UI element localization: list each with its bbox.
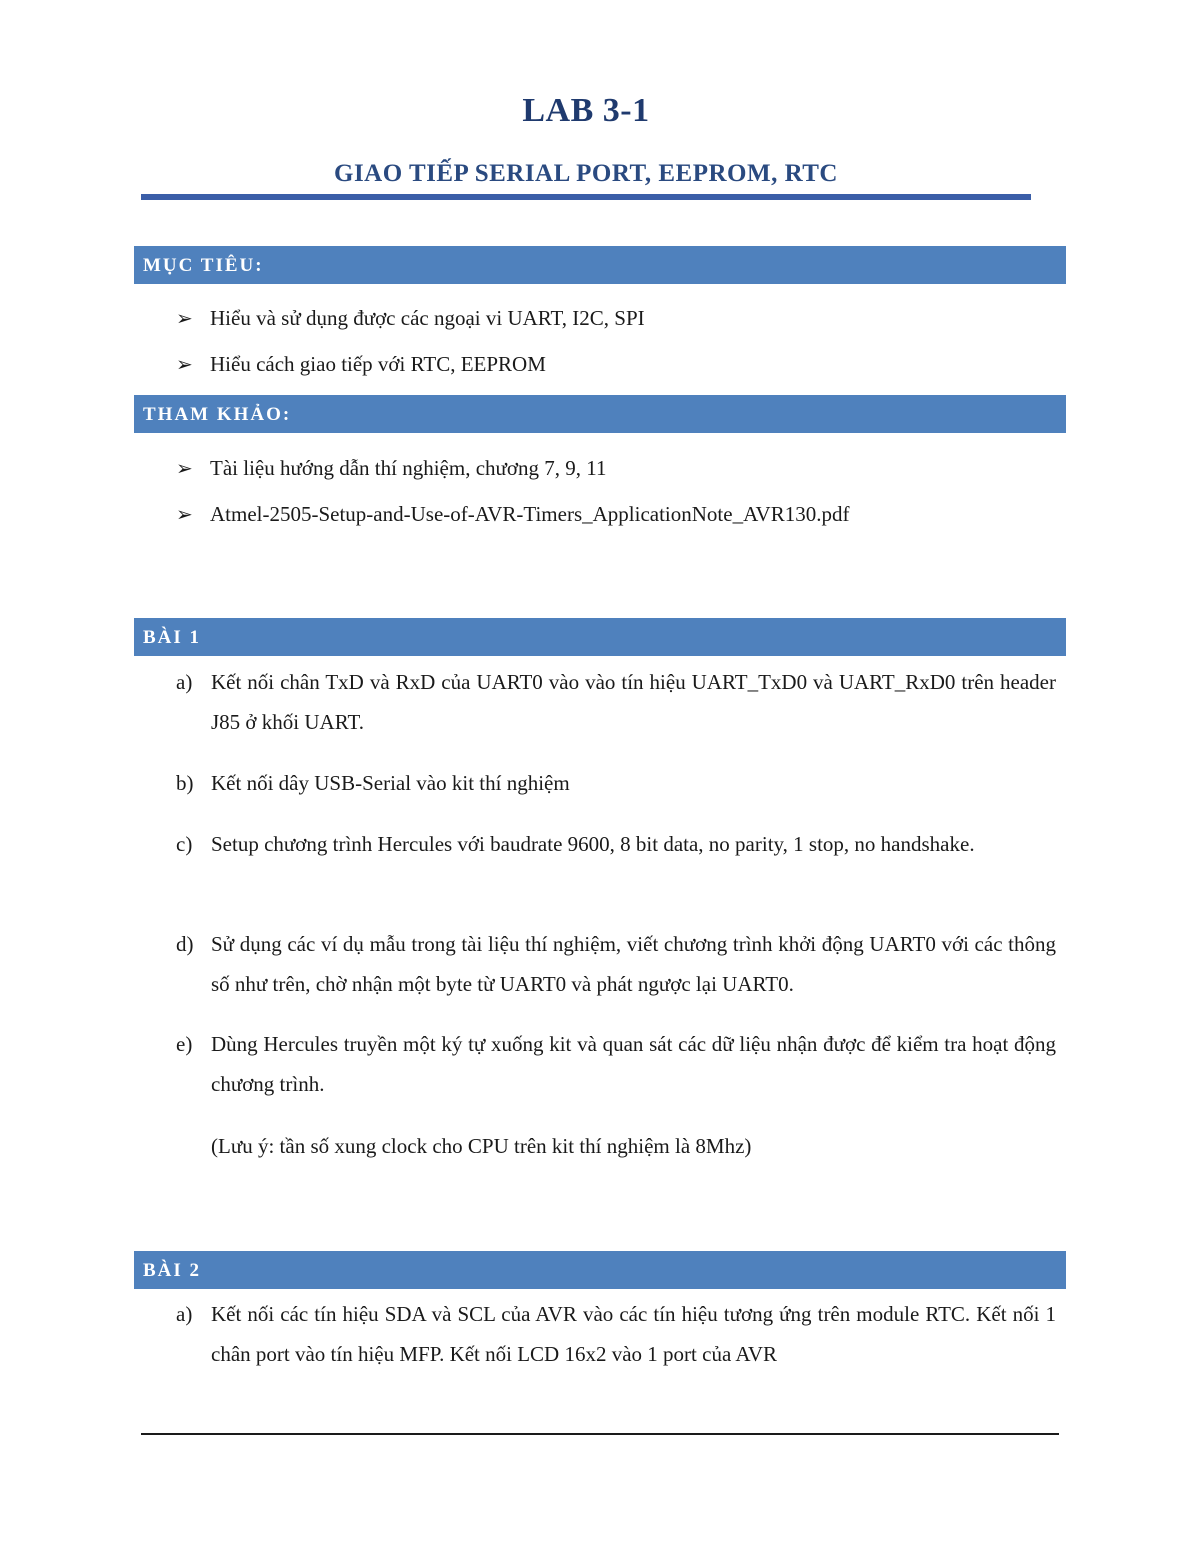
section-heading-bai-2: BÀI 2: [134, 1251, 1066, 1289]
item-text: Kết nối các tín hiệu SDA và SCL của AVR vào các tín hiệu tương ứng trên module RTC. Kết nối 1 chân port vào tín hiệu MFP. Kết nối LCD 16x2 vào 1 port của AVR: [211, 1302, 1056, 1366]
exercise-item: [176, 924, 1056, 1004]
list-item: ➢ Hiểu và sử dụng được các ngoại vi UART, I2C, SPI: [176, 306, 645, 330]
note-text: (Lưu ý: tần số xung clock cho CPU trên kit thí nghiệm là 8Mhz): [211, 1134, 752, 1158]
page-subtitle: GIAO TIẾP SERIAL PORT, EEPROM, RTC: [334, 160, 838, 187]
item-text: Kết nối chân TxD và RxD của UART0 vào vào tín hiệu UART_TxD0 và UART_RxD0 trên header J85 ở khối UART.: [211, 670, 1056, 734]
list-item: ➢ Tài liệu hướng dẫn thí nghiệm, chương 7, 9, 11: [176, 456, 607, 480]
list-item: ➢ Hiểu cách giao tiếp với RTC, EEPROM: [176, 352, 546, 376]
arrow-bullet-icon: ➢: [176, 308, 193, 330]
item-marker: d): [176, 932, 194, 956]
exercise-item: [176, 1294, 1056, 1374]
section-heading-muc-tieu: MỤC TIÊU:: [134, 246, 1066, 284]
exercise-item: [176, 763, 1056, 803]
section-heading-bai-1: BÀI 1: [134, 618, 1066, 656]
arrow-bullet-icon: ➢: [176, 504, 193, 526]
exercise-item: [176, 662, 1056, 742]
exercise-item: [176, 824, 1056, 864]
section-heading-tham-khao: THAM KHẢO:: [134, 395, 1066, 433]
item-text: Setup chương trình Hercules với baudrate 9600, 8 bit data, no parity, 1 stop, no handshake.: [211, 832, 975, 856]
item-marker: a): [176, 1302, 193, 1326]
arrow-bullet-icon: ➢: [176, 458, 193, 480]
item-marker: c): [176, 832, 193, 856]
exercise-item: [176, 1024, 1056, 1104]
item-text: Kết nối dây USB-Serial vào kit thí nghiệm: [211, 771, 570, 795]
page-title: LAB 3-1: [522, 92, 650, 129]
list-item: ➢ Atmel-2505-Setup-and-Use-of-AVR-Timers_ApplicationNote_AVR130.pdf: [176, 502, 850, 526]
title-divider: [141, 194, 1031, 200]
item-marker: b): [176, 771, 194, 795]
item-marker: a): [176, 670, 193, 694]
item-text: Sử dụng các ví dụ mẫu trong tài liệu thí nghiệm, viết chương trình khởi động UART0 với các thông số như trên, chờ nhận một byte từ UART0 và phát ngược lại UART0.: [211, 932, 1056, 996]
arrow-bullet-icon: ➢: [176, 354, 193, 376]
item-marker: e): [176, 1032, 193, 1056]
footer-divider: [141, 1433, 1059, 1435]
item-text: Dùng Hercules truyền một ký tự xuống kit và quan sát các dữ liệu nhận được để kiểm tra hoạt động chương trình.: [211, 1032, 1056, 1096]
